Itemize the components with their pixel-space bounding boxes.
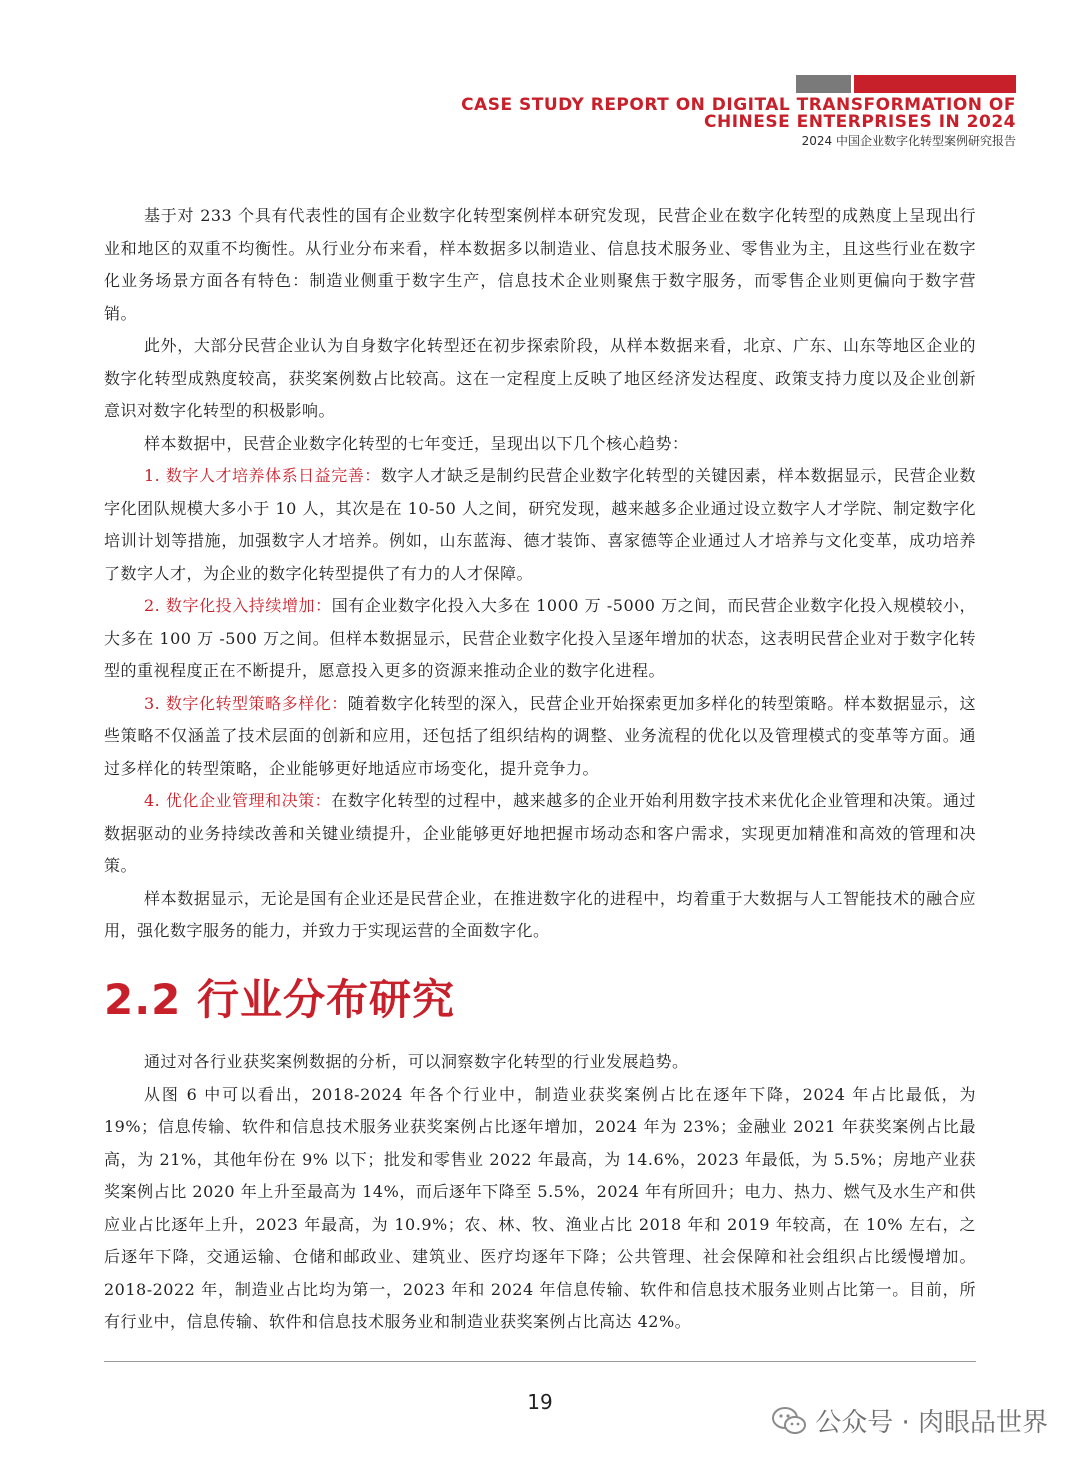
paragraph-4: 样本数据显示，无论是国有企业还是民营企业，在推进数字化的进程中，均着重于大数据与人工智能技术的融合应用，强化数字服务的能力，并致力于实现运营的全面数字化。 <box>104 888 976 940</box>
trend-item-1-heading: 1. 数字人才培养体系日益完善： <box>144 466 381 485</box>
section-title: 2.2 行业分布研究 <box>104 975 456 1024</box>
wechat-icon <box>771 1405 807 1437</box>
trend-item-3-heading: 3. 数字化转型策略多样化： <box>144 693 348 713</box>
header-gray-bar <box>796 75 851 93</box>
trend-item-3 <box>104 688 976 786</box>
trend-item-1-text: 数字人才缺乏是制约民营企业数字化转型的关键因素，样本数据显示，民营企业数字化团队规模大多小于 10 人，其次是在 10-50 人之间，研究发现，越来越多企业通过设立数字人才学院、制定数字化培训计划等措施，加强数字人才培养。例如，山东蓝海、德才装饰、喜家德等企业通过人才培养与文化变革，成功培养了数字人才，为企业的数字化转型提供了有力的人才保障。 <box>104 466 976 583</box>
trend-item-2-heading: 2. 数字化投入持续增加： <box>144 596 332 615</box>
section-paragraph-2: 从图 6 中可以看出，2018-2024 年各个行业中，制造业获奖案例占比在逐年下降，2024 年占比最低，为 19%；信息传输、软件和信息技术服务业获奖案例占比逐年增加，2024 年为 23%；金融业 2021 年获奖案例占比最高，为 21%，其他年份在 9% 以下；批发和零售业 2022 年最高，为 14.6%，2023 年最低，为 5.5%；房地产业获奖案例占比 2020 年上升至最高为 14%，而后逐年下降至 5.5%，2024 年有所回升；电力、热力、燃气及水生产和供应业占比逐年上升，2023 年最高，为 10.9%；农、林、牧、渔业占比 2018 年和 2019 年较高，在 10% 左右，之后逐年下降，交通运输、仓储和邮政业、建筑业、医疗均逐年下降；公共管理、社会保障和社会组织占比缓慢增加。2018-2022 年，制造业占比均为第一，2023 年和 2024 年信息传输、软件和信息技术服务业则占比第一。目前，所有行业中，信息传输、软件和信息技术服务业和制造业获奖案例占比高达 42%。 <box>104 1084 976 1331</box>
report-title-line2: CHINESE ENTERPRISES IN 2024 <box>704 112 1016 132</box>
watermark-text: 公众号 · 肉眼品世界 <box>815 1408 1048 1438</box>
paragraph-1: 基于对 233 个具有代表性的国有企业数字化转型案例样本研究发现，民营企业在数字化转型的成熟度上呈现出行业和地区的双重不均衡性。从行业分布来看，样本数据多以制造业、信息技术服务业、零售业为主，且这些行业在数字化业务场景方面各有特色：制造业侧重于数字生产，信息技术企业则聚焦于数字服务，而零售企业则更偏向于数字营销。 <box>104 206 976 323</box>
trend-item-3-text: 随着数字化转型的深入，民营企业开始探索更加多样化的转型策略。样本数据显示，这些策略不仅涵盖了技术层面的创新和应用，还包括了组织结构的调整、业务流程的优化以及管理模式的变革等方面。通过多样化的转型策略，企业能够更好地适应市场变化，提升竞争力。 <box>104 693 976 778</box>
trend-item-4-heading: 4. 优化企业管理和决策： <box>144 791 332 810</box>
trend-item-2-text: 国有企业数字化投入大多在 1000 万 -5000 万之间，而民营企业数字化投入规模较小，大多在 100 万 -500 万之间。但样本数据显示，民营企业数字化投入呈逐年增加的状态，这表明民营企业对于数字化转型的重视程度正在不断提升，愿意投入更多的资源来推动企业的数字化进程。 <box>104 596 976 680</box>
header-decoration-bars <box>796 75 1016 93</box>
section-paragraph-1: 通过对各行业获奖案例数据的分析，可以洞察数字化转型的行业发展趋势。 <box>144 1052 689 1071</box>
wechat-watermark <box>771 1402 1048 1439</box>
section-body-text <box>104 1046 976 1339</box>
trend-item-4-text: 在数字化转型的过程中，越来越多的企业开始利用数字技术来优化企业管理和决策。通过数据驱动的业务持续改善和关键业绩提升，企业能够更好地把握市场动态和客户需求，实现更加精准和高效的管理和决策。 <box>104 791 976 875</box>
trend-item-2 <box>104 590 976 688</box>
trend-item-4 <box>104 785 976 883</box>
header-red-bar <box>854 75 1016 93</box>
paragraph-3: 样本数据中，民营企业数字化转型的七年变迁，呈现出以下几个核心趋势： <box>144 433 689 453</box>
report-title-en <box>416 97 1016 131</box>
report-title-line1: CASE STUDY REPORT ON DIGITAL TRANSFORMATION OF <box>461 95 1016 115</box>
report-title-cn: 2024 中国企业数字化转型案例研究报告 <box>801 134 1016 148</box>
paragraph-2: 此外，大部分民营企业认为自身数字化转型还在初步探索阶段，从样本数据来看，北京、广东、山东等地区企业的数字化转型成熟度较高，获奖案例数占比较高。这在一定程度上反映了地区经济发达程度、政策支持力度以及企业创新意识对数字化转型的积极影响。 <box>104 336 976 420</box>
body-text <box>104 200 976 948</box>
footer-divider <box>104 1361 976 1362</box>
page-number: 19 <box>527 1390 553 1414</box>
trend-item-1 <box>104 460 976 590</box>
